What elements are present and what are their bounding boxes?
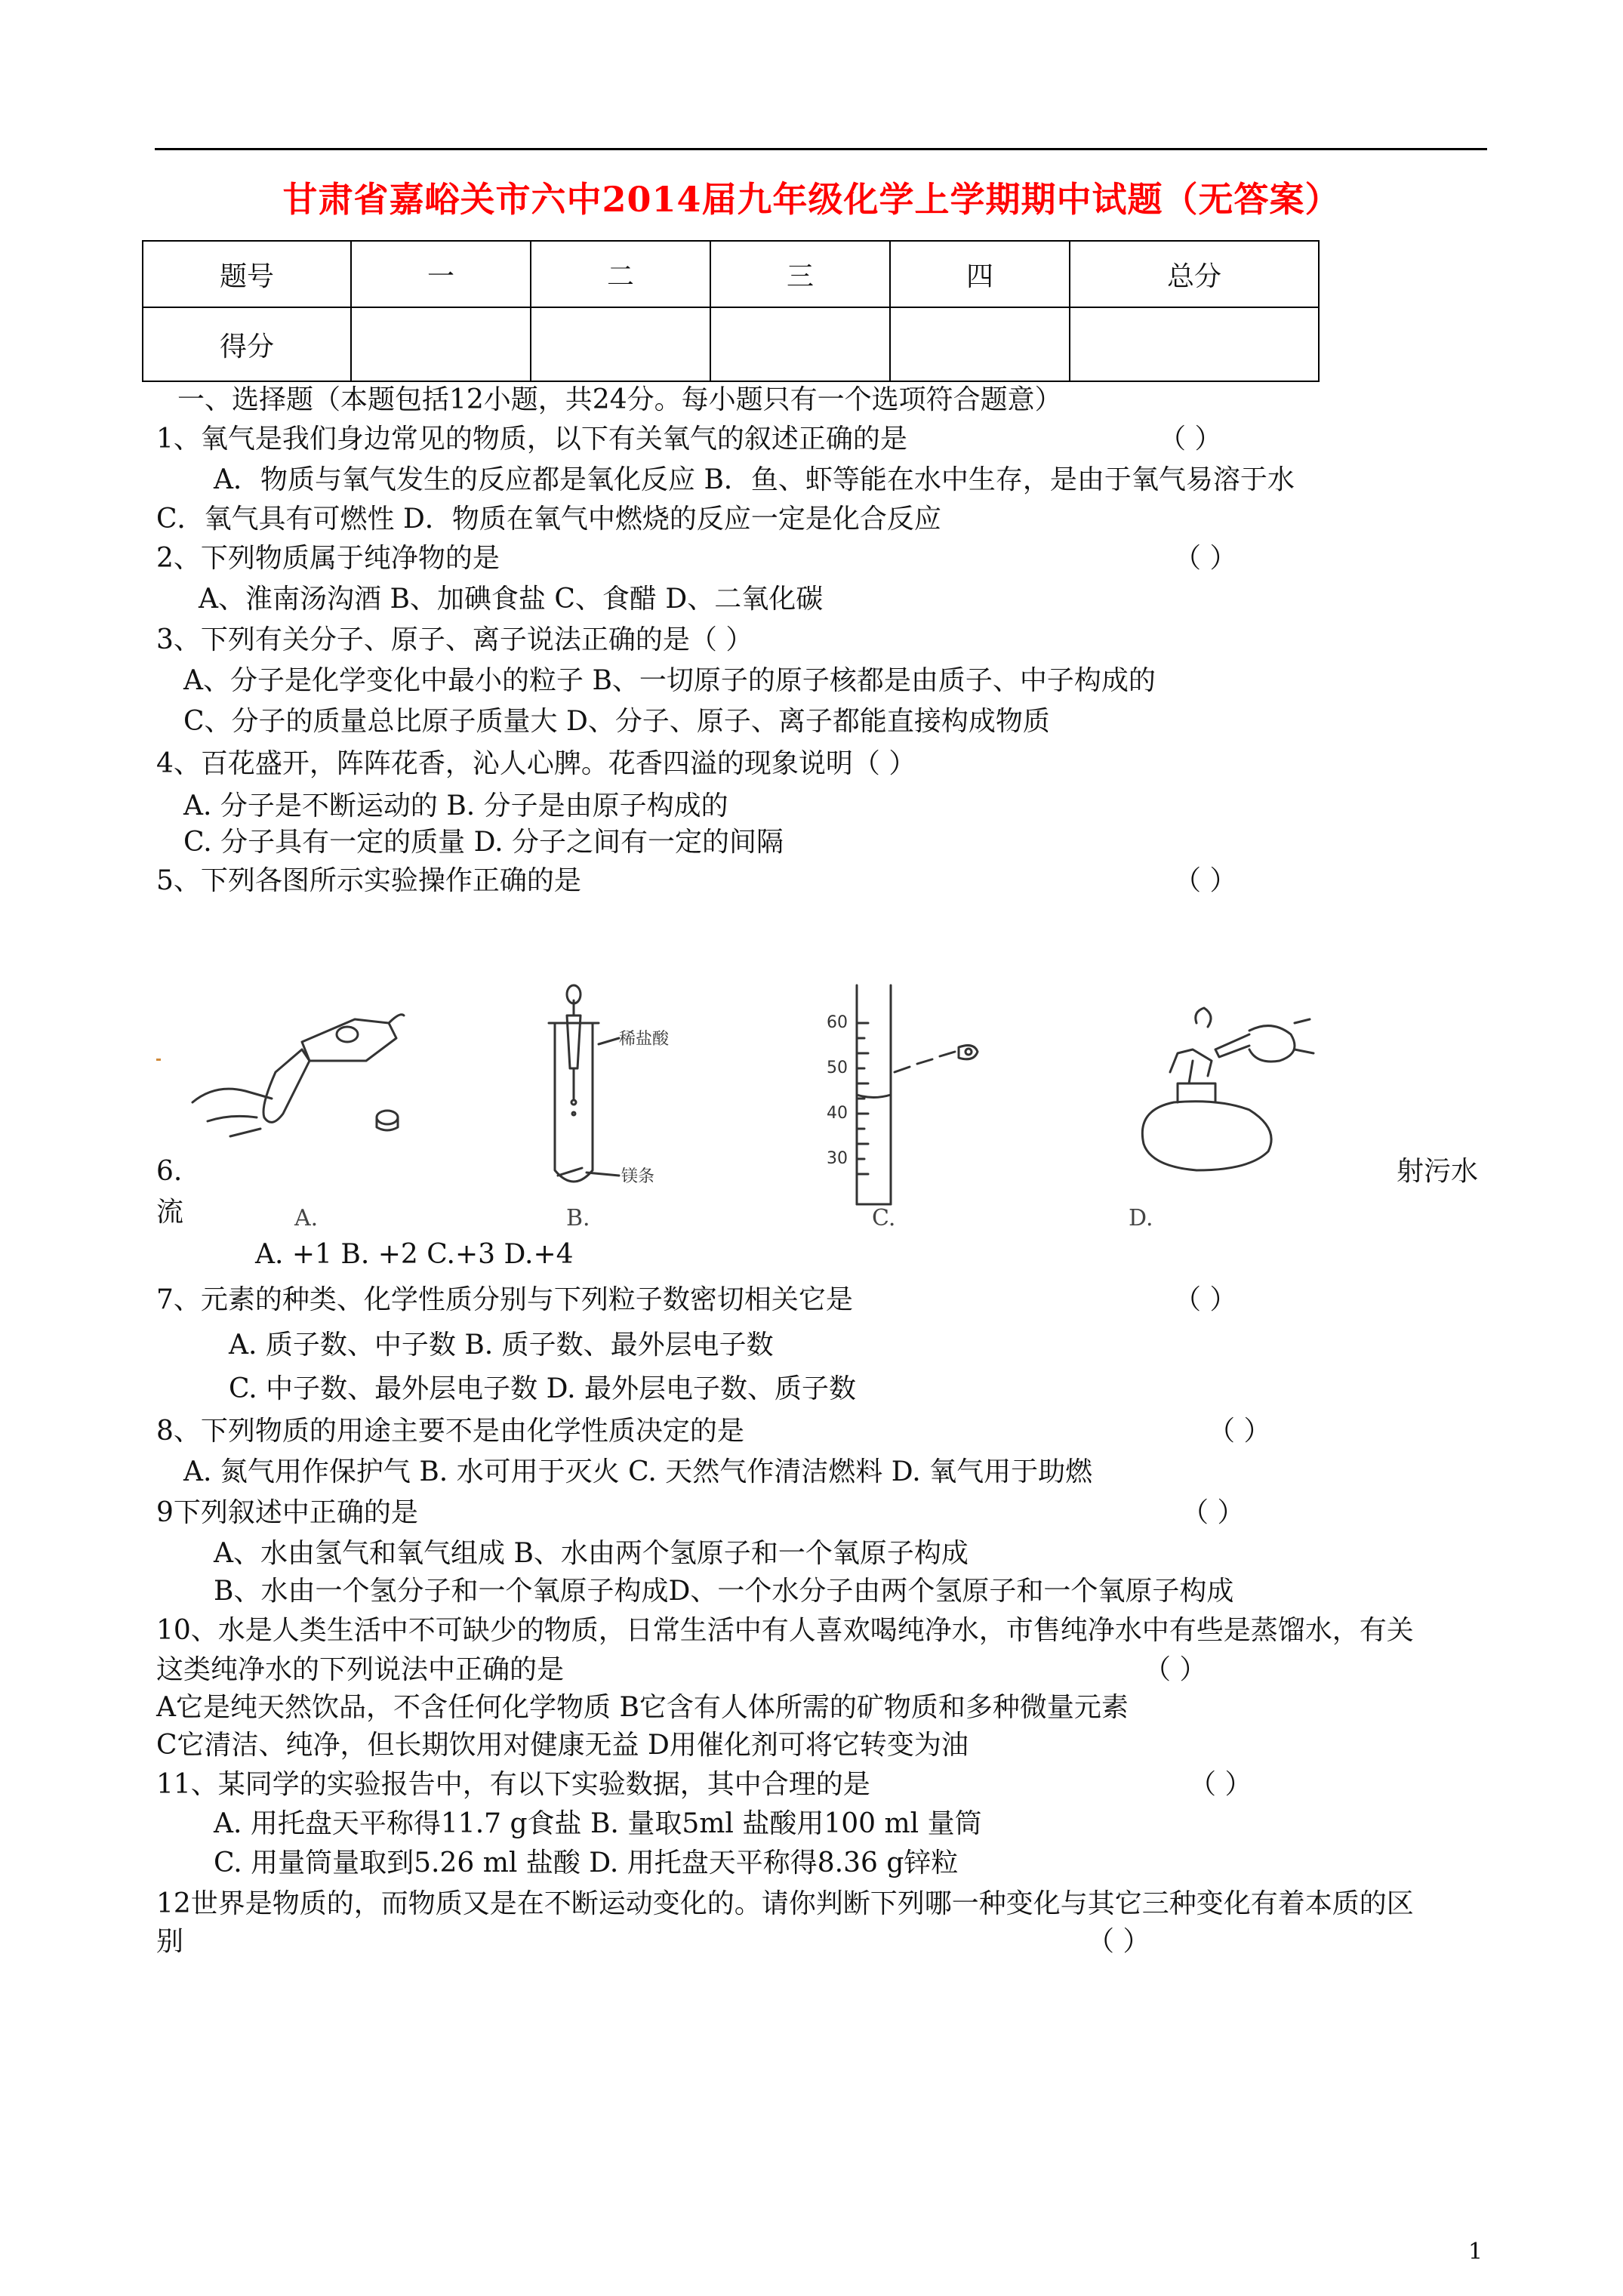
score-cell [351,307,531,381]
score-table [142,240,1320,382]
q11-options-cd: C. 用量筒量取到5.26 ml 盐酸 D. 用托盘天平称得8.36 g锌粒 [214,1848,959,1878]
figure-c-cylinder [857,985,978,1204]
score-cell [531,307,710,381]
q7-answer-blank: （ ） [1174,1284,1237,1315]
score-cell: 得分 [143,307,351,381]
q10-options-cd: C它清洁、纯净，但长期饮用对健康无益 D用催化剂可将它转变为油 [156,1730,969,1761]
q8-answer-blank: （ ） [1208,1416,1271,1447]
q5-stem: 5、下列各图所示实验操作正确的是 [156,865,581,896]
page-number: 1 [1468,2239,1483,2265]
q2-stem: 2、下列物质属于纯净物的是 [156,543,500,574]
score-cell: 题号 [143,241,351,307]
q12-stem-continued: 别 [156,1926,184,1957]
q6-left-text: 流 [156,1197,184,1228]
figure-a-pouring [192,1015,404,1136]
q3-options-cd: C、分子的质量总比原子质量大 D、分子、原子、离子都能直接构成物质 [183,706,1050,737]
q10-stem-continued: 这类纯净水的下列说法中正确的是 [156,1654,565,1685]
q9-options-cd: B、水由一个氢分子和一个氧原子构成D、一个水分子由两个氢原子和一个氧原子构成 [214,1576,1234,1607]
q1-options-cd: C．氧气具有可燃性 D．物质在氧气中燃烧的反应一定是化合反应 [156,504,941,535]
q9-options-ab: A、水由氢气和氧气组成 B、水由两个氢原子和一个氧原子构成 [214,1538,969,1569]
score-cell: 四 [890,241,1070,307]
q6-options: A. +1 B. +2 C.+3 D.+4 [255,1239,574,1270]
score-cell [1070,307,1319,381]
q12-answer-blank: （ ） [1087,1926,1150,1957]
figure-d-label: D. [1129,1205,1153,1231]
figure-b-label-magnesium: 镁条 [621,1167,655,1186]
q9-stem: 9下列叙述中正确的是 [156,1497,418,1528]
score-cell: 一 [351,241,531,307]
stray-mark [156,1059,161,1061]
q10-answer-blank: （ ） [1144,1654,1207,1685]
figure-d-alcohol-lamp [1142,1008,1313,1170]
figure-b-test-tube [549,985,619,1182]
q7-stem: 7、元素的种类、化学性质分别与下列粒子数密切相关它是 [156,1284,853,1315]
q5-answer-blank: （ ） [1174,865,1237,896]
q10-options-ab: A它是纯天然饮品，不含任何化学物质 B它含有人体所需的矿物质和多种微量元素 [156,1692,1129,1723]
figure-c-tick-30: 30 [827,1149,848,1168]
q9-answer-blank: （ ） [1181,1497,1245,1528]
score-table-header-row [143,241,1319,307]
q10-stem: 10、水是人类生活中不可缺少的物质，日常生活中有人喜欢喝纯净水，市售纯净水中有些是蒸馏水，有关 [156,1615,1414,1646]
q11-stem: 11、某同学的实验报告中，有以下实验数据，其中合理的是 [156,1769,870,1800]
q8-options: A. 氮气用作保护气 B. 水可用于灭火 C. 天然气作清洁燃料 D. 氧气用于助燃 [183,1456,1093,1487]
figure-b-label-acid: 稀盐酸 [619,1030,670,1049]
q5-figure-svg [162,978,1378,1238]
page-title: 甘肃省嘉峪关市六中2014届九年级化学上学期期中试题（无答案） [282,179,1341,220]
q2-answer-blank: （ ） [1174,543,1237,574]
q7-options-ab: A. 质子数、中子数 B. 质子数、最外层电子数 [229,1330,774,1361]
figure-c-label: C. [872,1205,896,1231]
q5-figures [162,978,1378,1238]
section1-heading: 一、选择题（本题包括12小题，共24分。每小题只有一个选项符合题意） [177,384,1062,415]
score-cell: 总分 [1070,241,1319,307]
figure-b-label: B. [566,1205,590,1231]
figure-c-tick-40: 40 [827,1104,848,1123]
q4-stem: 4、百花盛开，阵阵花香，沁人心脾。花香四溢的现象说明（ ） [156,748,916,779]
score-cell: 三 [710,241,890,307]
q1-answer-blank: （ ） [1159,424,1222,455]
score-cell [890,307,1070,381]
score-cell [710,307,890,381]
figure-a-label: A. [294,1205,319,1231]
q1-options-ab: A．物质与氧气发生的反应都是氧化反应 B．鱼、虾等能在水中生存，是由于氧气易溶于水 [214,464,1295,495]
q8-stem: 8、下列物质的用途主要不是由化学性质决定的是 [156,1416,744,1447]
header-rule [155,148,1487,150]
q6-right-text: 射污水 [1397,1156,1479,1187]
q12-stem: 12世界是物质的，而物质又是在不断运动变化的。请你判断下列哪一种变化与其它三种变化有着本质的区 [156,1888,1414,1919]
score-cell: 二 [531,241,710,307]
q7-options-cd: C. 中子数、最外层电子数 D. 最外层电子数、质子数 [229,1373,857,1404]
figure-c-tick-50: 50 [827,1059,848,1077]
score-table-score-row [143,307,1319,381]
q2-options: A、淮南汤沟酒 B、加碘食盐 C、食醋 D、二氧化碳 [199,584,824,615]
q4-options-ab: A. 分子是不断运动的 B. 分子是由原子构成的 [183,791,728,821]
q4-options-cd: C. 分子具有一定的质量 D. 分子之间有一定的间隔 [183,827,784,858]
q11-options-ab: A. 用托盘天平称得11.7 g食盐 B. 量取5ml 盐酸用100 ml 量筒 [214,1808,982,1839]
q1-stem: 1、氧气是我们身边常见的物质，以下有关氧气的叙述正确的是 [156,424,907,455]
q11-answer-blank: （ ） [1189,1769,1252,1800]
q3-options-ab: A、分子是化学变化中最小的粒子 B、一切原子的原子核都是由质子、中子构成的 [183,665,1156,696]
q6-number: 6. [156,1156,183,1187]
q3-stem: 3、下列有关分子、原子、离子说法正确的是（ ） [156,624,753,655]
figure-c-tick-60: 60 [827,1013,848,1032]
